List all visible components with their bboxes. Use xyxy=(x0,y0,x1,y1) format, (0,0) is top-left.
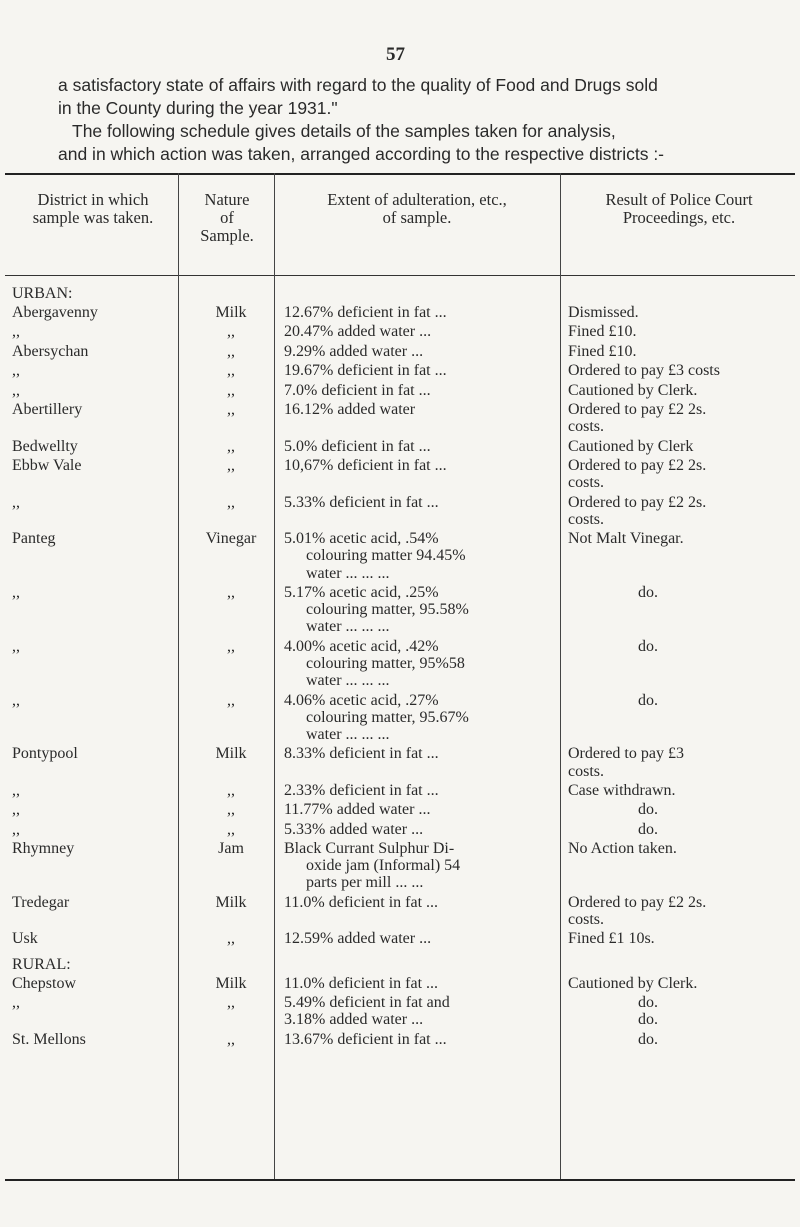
section-heading: RURAL: xyxy=(12,955,71,973)
district-name: ,, xyxy=(12,583,20,601)
extent-cell xyxy=(284,457,550,474)
intro-line: a satisfactory state of affairs with regard to the quality of Food and Drugs sold xyxy=(58,75,658,95)
table-row xyxy=(0,821,800,840)
nature-cell: ,, xyxy=(227,362,235,380)
table-bottom-rule xyxy=(5,1179,795,1181)
extent-line: Black Currant Sulphur Di- xyxy=(284,840,455,858)
result-cell xyxy=(568,930,790,947)
extent-cell xyxy=(284,801,550,818)
extent-cell xyxy=(284,494,550,511)
table-row xyxy=(0,1031,800,1050)
district-name: ,, xyxy=(12,994,20,1012)
nature-cell: ,, xyxy=(227,994,235,1012)
extent-cell xyxy=(284,362,550,379)
table-row xyxy=(0,584,800,638)
table-row xyxy=(0,692,800,746)
result-line: do. xyxy=(638,994,658,1012)
district-cell xyxy=(12,930,182,947)
district-cell xyxy=(12,782,182,799)
extent-cell xyxy=(284,438,550,455)
district-name: ,, xyxy=(12,820,20,838)
result-cell xyxy=(568,438,790,455)
district-name: Panteg xyxy=(12,530,56,548)
extent-cell xyxy=(284,304,550,321)
district-name: Abergavenny xyxy=(12,304,98,321)
district-cell xyxy=(12,840,182,857)
result-cell xyxy=(568,304,790,321)
district-cell xyxy=(12,438,182,455)
nature-cell: ,, xyxy=(227,400,235,418)
result-cell xyxy=(568,638,790,655)
district-name: ,, xyxy=(12,323,20,341)
result-cell xyxy=(568,323,790,340)
district-cell xyxy=(12,975,182,992)
extent-line: 5.0% deficient in fat ... xyxy=(284,437,431,455)
extent-cell xyxy=(284,840,550,892)
extent-line: colouring matter 94.45% xyxy=(306,547,466,565)
intro-line: The following schedule gives details of the samples taken for analysis, xyxy=(72,121,616,141)
nature-cell: Vinegar xyxy=(205,530,257,548)
district-name: ,, xyxy=(12,691,20,709)
extent-line: oxide jam (Informal) 54 xyxy=(306,857,461,875)
result-cell xyxy=(568,401,790,435)
result-cell xyxy=(568,745,790,779)
result-line: do. xyxy=(638,801,658,819)
district-name: Abersychan xyxy=(12,342,89,360)
result-line: Cautioned by Clerk xyxy=(568,437,694,455)
district-name: ,, xyxy=(12,781,20,799)
header-result: Result of Police Court Proceedings, etc. xyxy=(605,190,753,227)
result-cell xyxy=(568,975,790,992)
table-row xyxy=(0,457,800,494)
extent-line: colouring matter, 95.58% xyxy=(306,601,469,619)
district-cell xyxy=(12,457,182,474)
extent-line: colouring matter, 95%58 xyxy=(306,654,465,672)
result-line: costs. xyxy=(568,418,604,436)
district-cell xyxy=(12,692,182,709)
table-row xyxy=(0,530,800,584)
result-line: Fined £10. xyxy=(568,323,637,341)
result-cell xyxy=(568,801,790,818)
extent-line: colouring matter, 95.67% xyxy=(306,708,469,726)
district-cell xyxy=(12,382,182,399)
extent-line: 5.49% deficient in fat and xyxy=(284,994,450,1012)
extent-line: 10,67% deficient in fat ... xyxy=(284,456,447,474)
table-row xyxy=(0,930,800,949)
result-line: do. xyxy=(638,637,658,655)
table-row xyxy=(0,745,800,782)
result-line: Ordered to pay £3 costs xyxy=(568,362,720,380)
result-cell xyxy=(568,894,790,928)
extent-cell xyxy=(284,745,550,762)
nature-cell: ,, xyxy=(227,930,235,948)
result-cell xyxy=(568,1031,790,1048)
result-line: Fined £10. xyxy=(568,342,637,360)
table-row xyxy=(0,975,800,994)
extent-cell xyxy=(284,692,550,744)
district-cell xyxy=(12,894,182,911)
table-row xyxy=(0,638,800,692)
extent-line: 12.59% added water ... xyxy=(284,930,432,948)
extent-cell xyxy=(284,782,550,799)
result-cell xyxy=(568,343,790,360)
district-cell xyxy=(12,323,182,340)
result-line: Ordered to pay £2 2s. xyxy=(568,893,707,911)
nature-cell: ,, xyxy=(227,437,235,455)
extent-cell xyxy=(284,994,550,1028)
result-cell xyxy=(568,782,790,799)
table-body xyxy=(0,285,800,1050)
result-line: Cautioned by Clerk. xyxy=(568,381,698,399)
result-cell xyxy=(568,494,790,528)
result-line: do. xyxy=(638,691,658,709)
district-name: Bedwellty xyxy=(12,437,78,455)
district-name: ,, xyxy=(12,362,20,380)
extent-line: water ... ... ... xyxy=(306,618,390,636)
nature-cell: ,, xyxy=(227,456,235,474)
header-rule xyxy=(5,275,795,276)
extent-line: 9.29% added water ... xyxy=(284,342,424,360)
extent-line: 3.18% added water ... xyxy=(284,1011,424,1029)
district-cell xyxy=(12,801,182,818)
extent-cell xyxy=(284,975,550,992)
result-cell xyxy=(568,362,790,379)
result-line: costs. xyxy=(568,911,604,929)
district-cell xyxy=(12,638,182,655)
extent-line: 16.12% added water xyxy=(284,400,416,418)
extent-line: 11.0% deficient in fat ... xyxy=(284,974,439,992)
nature-cell: Jam xyxy=(218,840,244,858)
district-name: Ebbw Vale xyxy=(12,456,82,474)
extent-cell xyxy=(284,584,550,636)
district-name: Abertillery xyxy=(12,400,83,418)
table-row xyxy=(0,343,800,362)
table-row xyxy=(0,801,800,820)
district-cell xyxy=(12,362,182,379)
page-number: 57 xyxy=(386,44,405,65)
nature-cell: ,, xyxy=(227,801,235,819)
nature-cell: ,, xyxy=(227,381,235,399)
nature-cell: ,, xyxy=(227,342,235,360)
result-line: Ordered to pay £2 2s. xyxy=(568,400,707,418)
nature-cell: ,, xyxy=(227,691,235,709)
nature-cell: Milk xyxy=(215,974,247,992)
extent-cell xyxy=(284,382,550,399)
district-cell xyxy=(12,401,182,418)
result-cell xyxy=(568,457,790,491)
table-row xyxy=(0,362,800,381)
extent-line: 5.33% deficient in fat ... xyxy=(284,493,439,511)
district-cell xyxy=(12,304,182,321)
extent-cell xyxy=(284,343,550,360)
district-name: Pontypool xyxy=(12,745,78,763)
nature-cell: ,, xyxy=(227,1030,235,1048)
district-name: ,, xyxy=(12,493,20,511)
extent-cell xyxy=(284,894,550,911)
result-line: do. xyxy=(638,1011,658,1029)
intro-paragraph xyxy=(58,74,770,166)
nature-cell: ,, xyxy=(227,323,235,341)
district-name: ,, xyxy=(12,637,20,655)
extent-line: 4.06% acetic acid, .27% xyxy=(284,691,439,709)
result-cell xyxy=(568,821,790,838)
result-cell xyxy=(568,584,790,601)
result-cell xyxy=(568,994,790,1028)
header-nature: Nature of Sample. xyxy=(200,190,254,245)
extent-cell xyxy=(284,821,550,838)
district-cell xyxy=(12,584,182,601)
table-row xyxy=(0,382,800,401)
nature-cell: ,, xyxy=(227,493,235,511)
result-line: costs. xyxy=(568,510,604,528)
result-line: costs. xyxy=(568,474,604,492)
extent-line: 20.47% added water ... xyxy=(284,323,432,341)
district-name: St. Mellons xyxy=(12,1030,86,1048)
extent-cell xyxy=(284,530,550,582)
result-line: Not Malt Vinegar. xyxy=(568,530,684,548)
result-line: Cautioned by Clerk. xyxy=(568,974,698,992)
district-cell xyxy=(12,494,182,511)
extent-line: 12.67% deficient in fat ... xyxy=(284,304,447,321)
district-name: Usk xyxy=(12,930,38,948)
table-row xyxy=(0,840,800,894)
extent-line: 5.33% added water ... xyxy=(284,820,424,838)
extent-line: parts per mill ... ... xyxy=(306,874,424,892)
district-name: Chepstow xyxy=(12,974,76,992)
extent-line: 2.33% deficient in fat ... xyxy=(284,781,439,799)
result-line: Case withdrawn. xyxy=(568,781,676,799)
extent-line: 4.00% acetic acid, .42% xyxy=(284,637,439,655)
result-line: Ordered to pay £2 2s. xyxy=(568,493,707,511)
extent-cell xyxy=(284,1031,550,1048)
nature-cell: ,, xyxy=(227,583,235,601)
district-cell xyxy=(12,745,182,762)
table-row xyxy=(0,782,800,801)
header-extent: Extent of adulteration, etc., of sample. xyxy=(327,190,507,227)
section-heading: URBAN: xyxy=(12,285,73,302)
district-name: Tredegar xyxy=(12,893,70,911)
result-cell xyxy=(568,692,790,709)
extent-line: 5.17% acetic acid, .25% xyxy=(284,583,439,601)
table-row xyxy=(0,401,800,438)
intro-line: in the County during the year 1931." xyxy=(58,98,338,118)
extent-line: water ... ... ... xyxy=(306,564,390,582)
extent-line: water ... ... ... xyxy=(306,672,390,690)
district-name: Rhymney xyxy=(12,840,75,858)
extent-line: 11.0% deficient in fat ... xyxy=(284,893,439,911)
result-line: No Action taken. xyxy=(568,840,677,858)
intro-line: and in which action was taken, arranged according to the respective districts :- xyxy=(58,144,665,164)
table-row xyxy=(0,323,800,342)
nature-cell: Milk xyxy=(215,745,247,763)
district-cell xyxy=(12,821,182,838)
result-line: Fined £1 10s. xyxy=(568,930,655,948)
result-line: Ordered to pay £2 2s. xyxy=(568,456,707,474)
nature-cell: ,, xyxy=(227,637,235,655)
district-name: ,, xyxy=(12,801,20,819)
result-cell xyxy=(568,382,790,399)
result-line: do. xyxy=(638,583,658,601)
result-cell xyxy=(568,840,790,857)
result-line: costs. xyxy=(568,762,604,780)
district-cell xyxy=(12,1031,182,1048)
district-cell xyxy=(12,994,182,1011)
extent-line: 11.77% added water ... xyxy=(284,801,431,819)
extent-line: 13.67% deficient in fat ... xyxy=(284,1030,447,1048)
extent-cell xyxy=(284,323,550,340)
table-row xyxy=(0,304,800,323)
nature-cell: ,, xyxy=(227,820,235,838)
result-cell xyxy=(568,530,790,547)
extent-cell xyxy=(284,930,550,947)
result-line: do. xyxy=(638,820,658,838)
extent-cell xyxy=(284,401,550,418)
extent-line: 5.01% acetic acid, .54% xyxy=(284,530,439,548)
header-district: District in which sample was taken. xyxy=(32,190,154,227)
extent-line: water ... ... ... xyxy=(306,725,390,743)
nature-cell: Milk xyxy=(215,304,247,321)
district-name: ,, xyxy=(12,381,20,399)
table-top-rule xyxy=(5,173,795,175)
result-line: Ordered to pay £3 xyxy=(568,745,684,763)
result-line: do. xyxy=(638,1030,658,1048)
extent-line: 19.67% deficient in fat ... xyxy=(284,362,447,380)
district-cell xyxy=(12,530,182,547)
table-row xyxy=(0,994,800,1031)
extent-cell xyxy=(284,638,550,690)
extent-line: 7.0% deficient in fat ... xyxy=(284,381,431,399)
nature-cell: Milk xyxy=(215,893,247,911)
result-line: Dismissed. xyxy=(568,304,639,321)
samples-table xyxy=(0,173,800,1183)
nature-cell: ,, xyxy=(227,781,235,799)
table-row xyxy=(0,894,800,931)
table-row xyxy=(0,438,800,457)
extent-line: 8.33% deficient in fat ... xyxy=(284,745,439,763)
district-cell xyxy=(12,343,182,360)
table-row xyxy=(0,494,800,531)
